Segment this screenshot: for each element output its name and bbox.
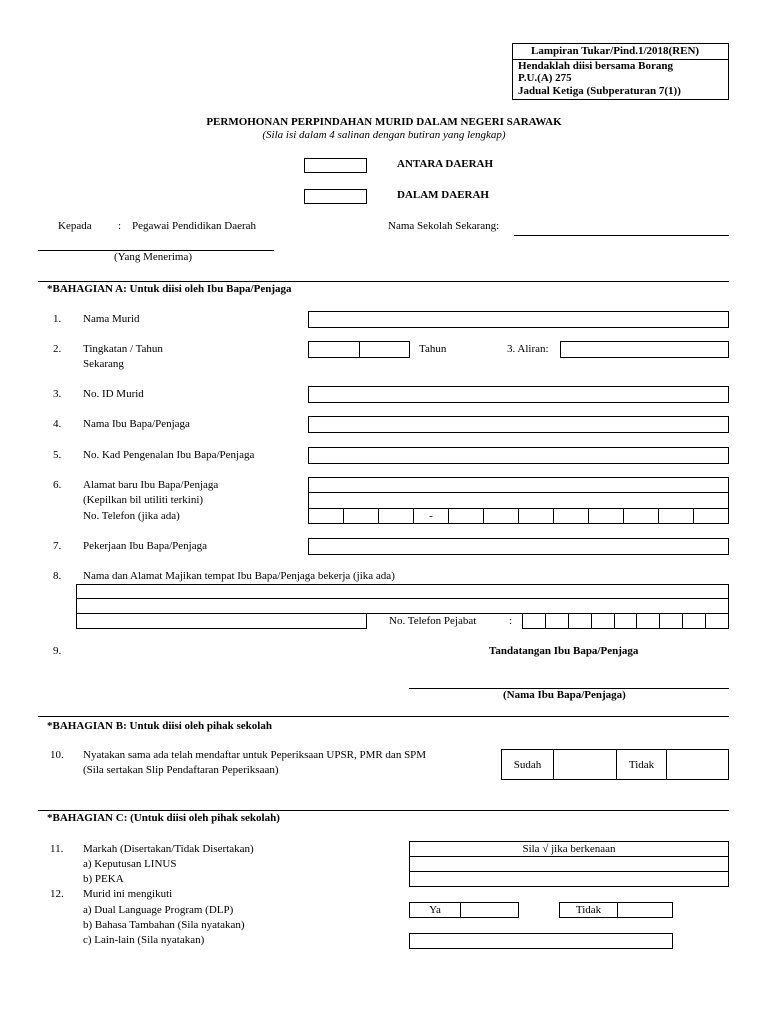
q7-number: 7. [53,540,62,552]
kad-pengenalan-input[interactable] [308,447,729,464]
office-phone-input[interactable] [522,613,729,629]
school-name-field[interactable] [514,235,729,236]
q12-label: Murid ini mengikuti [83,888,173,900]
section-c-rule [38,810,729,811]
q1-label: Nama Murid [83,313,140,325]
q12-option-a: a) Dual Language Program (DLP) [83,904,234,916]
q6-label-line1: Alamat baru Ibu Bapa/Penjaga [83,479,219,491]
nama-ibu-bapa-input[interactable] [308,416,729,433]
majikan-input-line2[interactable] [76,598,729,614]
signature-label: Tandatangan Ibu Bapa/Penjaga [489,645,639,657]
linus-checkbox[interactable] [409,856,729,872]
q10-label-line2: (Sila sertakan Slip Pendaftaran Peperiksaan) [83,764,279,776]
majikan-input-line1[interactable] [76,584,729,599]
section-b-rule [38,716,729,717]
ref-line-2: Hendaklah diisi bersama Borang [518,60,673,72]
dlp-tidak-table [559,902,673,918]
form-subtitle: (Sila isi dalam 4 salinan dengan butiran yang lengkap) [262,129,506,141]
peka-checkbox[interactable] [409,871,729,887]
ref-line-4: Jadual Ketiga (Subperaturan 7(1)) [518,85,681,97]
tingkatan-input[interactable] [308,341,410,358]
office-phone-colon: : [509,615,513,627]
q8-label: Nama dan Alamat Majikan tempat Ibu Bapa/Penjaga bekerja (jika ada) [83,570,395,582]
section-a-rule [38,281,729,282]
alamat-input-line1[interactable] [308,477,729,493]
telefon-input[interactable] [308,508,729,524]
dlp-ya-checkbox[interactable] [461,903,518,917]
lain-lain-input[interactable] [409,933,673,949]
dalam-daerah-label: DALAM DAERAH [397,189,489,201]
id-murid-input[interactable] [308,386,729,403]
kepada-label: Kepada [58,220,92,232]
q4-label: Nama Ibu Bapa/Penjaga [83,418,190,430]
dlp-ya-label: Ya [410,903,461,917]
q1-number: 1. [53,313,62,325]
office-phone-label: No. Telefon Pejabat [389,615,477,627]
kepada-value: Pegawai Pendidikan Daerah [132,220,257,232]
q12-option-b: b) Bahasa Tambahan (Sila nyatakan) [83,919,245,931]
q10-label-line1: Nyatakan sama ada telah mendaftar untuk Peperiksaan UPSR, PMR dan SPM [83,749,427,761]
q12-number: 12. [50,888,64,900]
sudah-label: Sudah [502,750,554,779]
dlp-ya-table [409,902,519,918]
sudah-checkbox[interactable] [554,750,617,779]
ref-line-3: P.U.(A) 275 [518,72,572,84]
parent-name-label: (Nama Ibu Bapa/Penjaga) [503,689,626,701]
kepada-colon: : [118,220,122,232]
section-c-heading: *BAHAGIAN C: (Untuk diisi oleh pihak sekolah) [47,812,280,824]
form-title: PERMOHONAN PERPINDAHAN MURID DALAM NEGERI SARAWAK [206,116,562,128]
q2-label-line2: Sekarang [83,358,124,370]
sila-tick-label: Sila √ jika berkenaan [522,843,616,855]
q6-label-line2: (Kepilkan bil utiliti terkini) [83,494,204,506]
q11-label: Markah (Disertakan/Tidak Disertakan) [83,843,254,855]
dalam-daerah-checkbox[interactable] [304,189,367,204]
aliran-label: 3. Aliran: [507,343,549,355]
section-a-heading: *BAHAGIAN A: Untuk diisi oleh Ibu Bapa/Penjaga [47,283,292,295]
q8-number: 8. [53,570,62,582]
alamat-input-line2[interactable] [308,492,729,509]
tahun-label: Tahun [419,343,447,355]
q11-number: 11. [50,843,64,855]
majikan-input-line3[interactable] [76,613,367,629]
q6-number: 6. [53,479,62,491]
q5-label: No. Kad Pengenalan Ibu Bapa/Penjaga [83,449,255,461]
q10-number: 10. [50,749,64,761]
q4-number: 4. [53,418,62,430]
receiver-label: (Yang Menerima) [114,251,193,263]
telefon-dash: - [414,509,449,523]
q7-label: Pekerjaan Ibu Bapa/Penjaga [83,540,208,552]
nama-murid-input[interactable] [308,311,729,328]
school-label: Nama Sekolah Sekarang: [388,220,500,232]
sila-tick-header [409,841,729,857]
aliran-input[interactable] [560,341,729,358]
tidak-checkbox[interactable] [667,750,728,779]
q11-option-b: b) PEKA [83,873,124,885]
q5-number: 5. [53,449,62,461]
ref-line-1: Lampiran Tukar/Pind.1/2018(REN) [531,45,700,57]
q3-label: No. ID Murid [83,388,144,400]
pekerjaan-input[interactable] [308,538,729,555]
exam-registration-table [501,749,729,780]
q9-number: 9. [53,645,62,657]
q2-number: 2. [53,343,62,355]
tidak-label: Tidak [617,750,667,779]
section-b-heading: *BAHAGIAN B: Untuk diisi oleh pihak sekolah [47,720,272,732]
q12-option-c: c) Lain-lain (Sila nyatakan) [83,934,205,946]
dlp-tidak-checkbox[interactable] [618,903,672,917]
antara-daerah-checkbox[interactable] [304,158,367,173]
q3-number: 3. [53,388,62,400]
dlp-tidak-label: Tidak [560,903,618,917]
antara-daerah-label: ANTARA DAERAH [397,158,494,170]
q2-label-line1: Tingkatan / Tahun [83,343,163,355]
q6-label-line3: No. Telefon (jika ada) [83,510,180,522]
q11-option-a: a) Keputusan LINUS [83,858,177,870]
